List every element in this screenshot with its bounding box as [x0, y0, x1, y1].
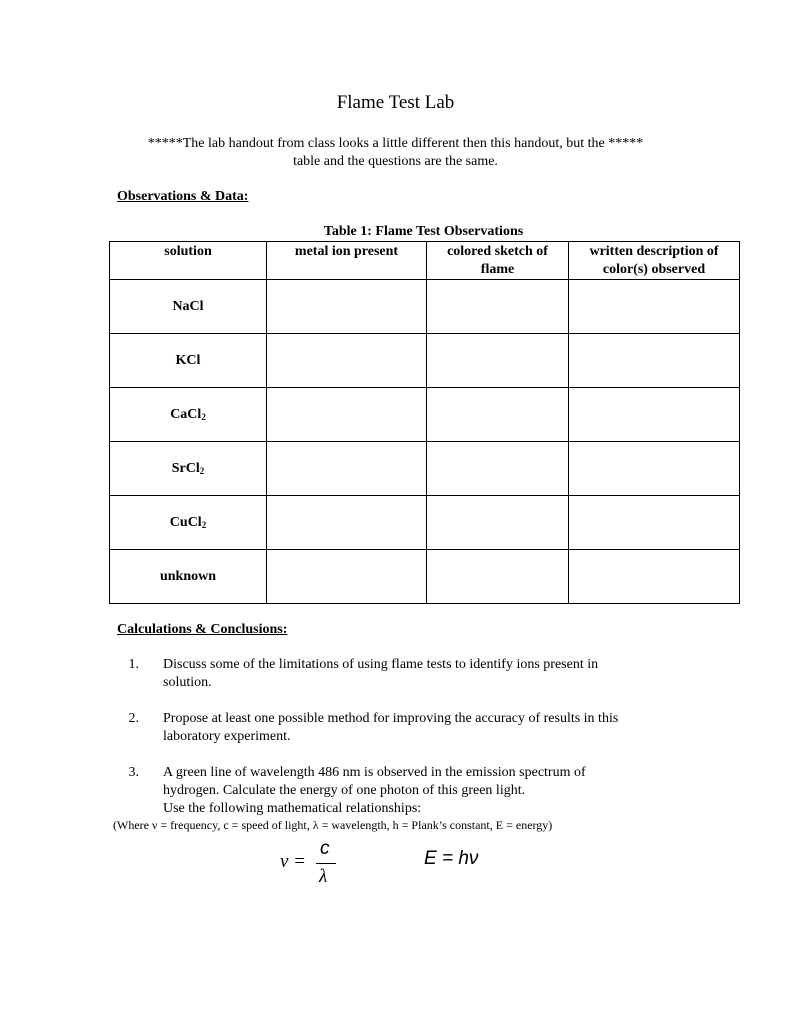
question-text — [163, 764, 586, 818]
metal-ion-cell[interactable] — [267, 442, 427, 496]
solution-cell — [110, 550, 267, 604]
question-line: Discuss some of the limitations of using flame tests to identify ions present in — [163, 657, 599, 672]
flame-sketch-cell[interactable] — [427, 280, 569, 334]
handout-note-line-2: table and the questions are the same. — [293, 154, 498, 169]
table-row — [110, 550, 740, 604]
color-description-cell[interactable] — [569, 334, 740, 388]
question-1 — [117, 656, 657, 696]
table-header-row — [110, 242, 740, 280]
header-written-description: written description of color(s) observed — [569, 242, 740, 280]
flame-test-table — [109, 241, 740, 604]
question-number: 2. — [128, 711, 139, 726]
header-metal-ion: metal ion present — [267, 242, 427, 280]
question-number: 3. — [128, 765, 139, 780]
observations-heading: Observations & Data: — [117, 189, 249, 204]
flame-sketch-cell[interactable] — [427, 442, 569, 496]
flame-sketch-cell[interactable] — [427, 496, 569, 550]
solution-formula: unknown — [159, 568, 217, 584]
table-row — [110, 280, 740, 334]
color-description-cell[interactable] — [569, 280, 740, 334]
solution-cell — [110, 388, 267, 442]
formula-subscript: 2 — [201, 411, 206, 422]
question-text — [163, 710, 618, 746]
question-line: hydrogen. Calculate the energy of one photon of this green light. — [163, 783, 526, 798]
header-colored-sketch: colored sketch of flame — [427, 242, 569, 280]
table-row — [110, 496, 740, 550]
table-row — [110, 388, 740, 442]
color-description-cell[interactable] — [569, 442, 740, 496]
question-line: Propose at least one possible method for improving the accuracy of results in this — [163, 711, 619, 726]
color-description-cell[interactable] — [569, 496, 740, 550]
solution-formula: CuCl — [169, 514, 202, 530]
document-title: Flame Test Lab — [336, 92, 455, 113]
metal-ion-cell[interactable] — [267, 388, 427, 442]
metal-ion-cell[interactable] — [267, 496, 427, 550]
energy-equation: E = hν — [424, 848, 479, 869]
equation-numerator: c — [320, 838, 330, 859]
question-number: 1. — [128, 657, 139, 672]
header-solution: solution — [110, 242, 267, 280]
question-line: Use the following mathematical relationships: — [163, 801, 422, 816]
equation-lhs: ν = — [280, 851, 307, 872]
flame-sketch-cell[interactable] — [427, 550, 569, 604]
solution-cell — [110, 496, 267, 550]
metal-ion-cell[interactable] — [267, 550, 427, 604]
calculations-heading: Calculations & Conclusions: — [117, 622, 288, 637]
solution-formula: KCl — [175, 352, 201, 368]
question-line: A green line of wavelength 486 nm is observed in the emission spectrum of — [163, 765, 586, 780]
equation-denominator: λ — [319, 866, 328, 887]
solution-cell — [110, 442, 267, 496]
color-description-cell[interactable] — [569, 388, 740, 442]
question-2 — [117, 710, 657, 750]
solution-formula: CaCl — [170, 406, 202, 422]
variable-definitions: (Where ν = frequency, c = speed of light, λ = wavelength, h = Plank’s constant, E = energy) — [113, 818, 553, 832]
formula-subscript: 2 — [199, 465, 205, 476]
question-line: solution. — [163, 675, 212, 690]
question-3 — [117, 764, 657, 824]
color-description-cell[interactable] — [569, 550, 740, 604]
solution-cell — [110, 334, 267, 388]
frequency-equation — [280, 838, 350, 890]
solution-formula: NaCl — [172, 298, 204, 314]
solution-cell — [110, 280, 267, 334]
flame-sketch-cell[interactable] — [427, 388, 569, 442]
table-caption: Table 1: Flame Test Observations — [323, 224, 524, 239]
metal-ion-cell[interactable] — [267, 280, 427, 334]
question-line: laboratory experiment. — [163, 729, 291, 744]
solution-formula: SrCl — [171, 460, 200, 476]
question-text — [163, 656, 598, 692]
flame-sketch-cell[interactable] — [427, 334, 569, 388]
handout-note — [100, 135, 691, 171]
handout-note-line-1: *****The lab handout from class looks a little different then this handout, but the ***** — [147, 136, 644, 151]
metal-ion-cell[interactable] — [267, 334, 427, 388]
table-row — [110, 442, 740, 496]
formula-subscript: 2 — [201, 519, 207, 530]
table-row — [110, 334, 740, 388]
fraction-bar — [316, 863, 336, 864]
